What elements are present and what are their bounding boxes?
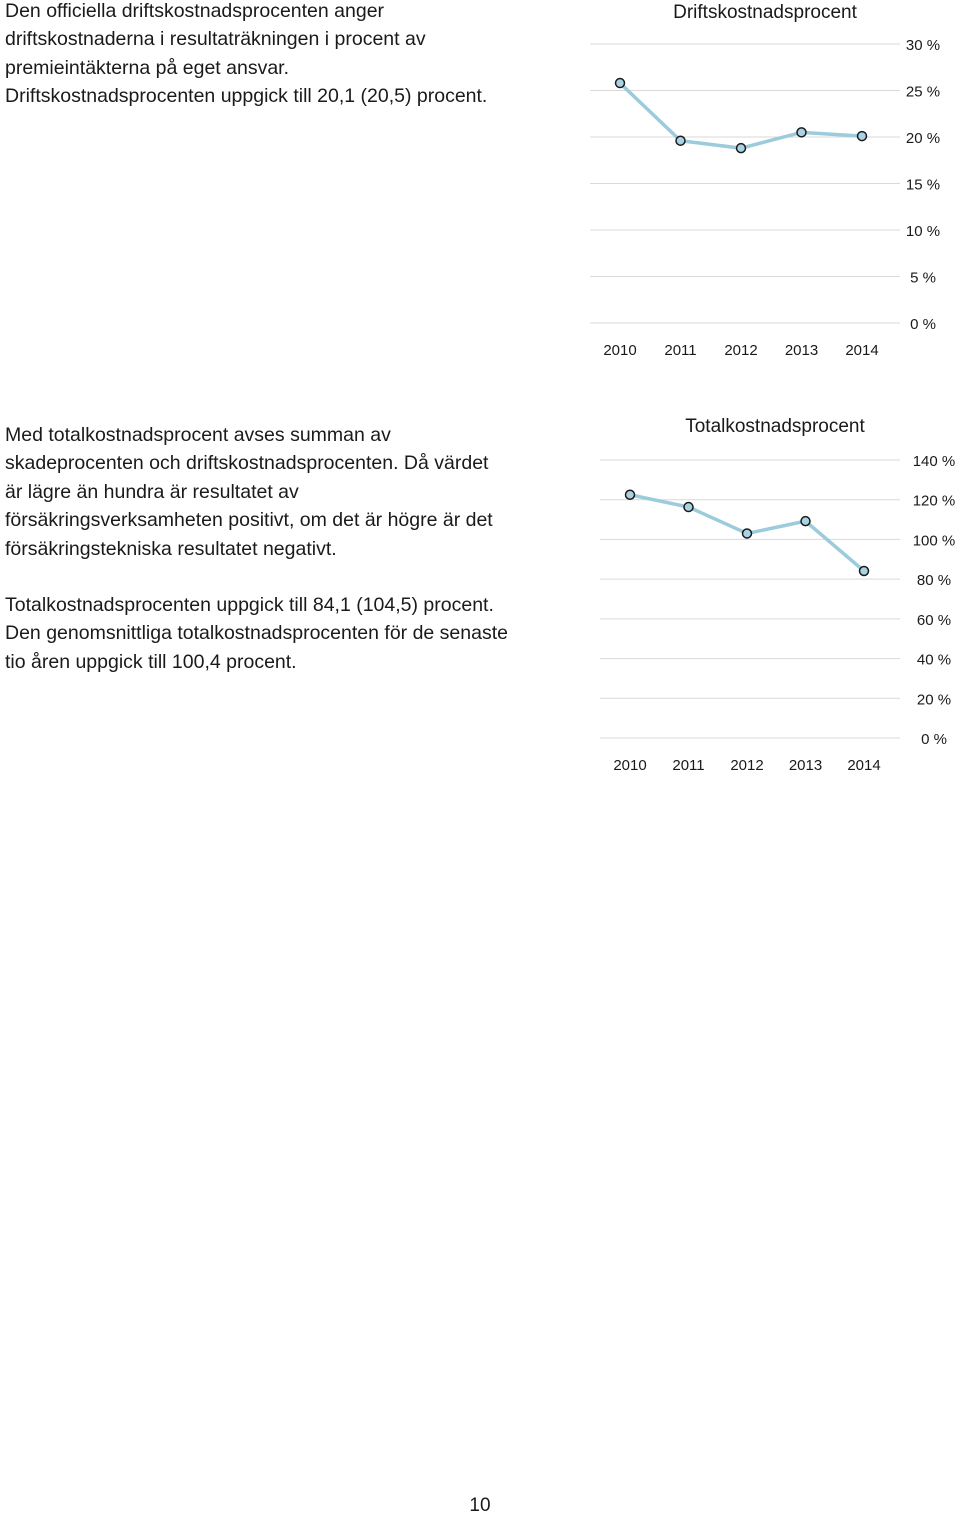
data-point (626, 490, 635, 499)
text-line: tio åren uppgick till 100,4 procent. (5, 650, 297, 673)
page-number: 10 (469, 1495, 491, 1516)
y-tick-label: 20 % (916, 691, 952, 709)
text-line: premieintäkterna på eget ansvar. (5, 56, 290, 79)
x-tick-label: 2013 (784, 342, 819, 359)
text-line: Totalkostnadsprocenten uppgick till 84,1 (104,5) procent. (5, 594, 494, 616)
chart-title: Totalkostnadsprocent (685, 416, 865, 437)
y-tick-label: 0 % (910, 316, 936, 333)
x-tick-label: 2014 (845, 342, 879, 359)
x-tick-label: 2010 (603, 342, 637, 359)
y-tick-label: 25 % (905, 83, 941, 101)
x-tick-label: 2010 (613, 757, 647, 774)
data-point (860, 567, 869, 576)
x-tick-label: 2013 (788, 757, 823, 774)
x-tick-label: 2014 (847, 757, 881, 774)
y-tick-label: 0 % (921, 731, 947, 748)
y-tick-label: 10 % (905, 223, 941, 240)
y-tick-label: 40 % (916, 651, 952, 669)
y-tick-label: 120 % (912, 492, 956, 510)
y-tick-label: 60 % (916, 611, 952, 629)
text-line: Med totalkostnadsprocent avses summan av (5, 424, 391, 446)
y-tick-label: 5 % (910, 269, 936, 287)
text-line: Den officiella driftskostnadsprocenten anger (5, 0, 385, 22)
chart-title: Driftskostnadsprocent (673, 2, 857, 23)
text-line: försäkringstekniska resultatet negativt. (5, 537, 337, 560)
x-tick-label: 2011 (664, 342, 697, 359)
y-tick-label: 80 % (916, 572, 952, 590)
y-tick-label: 100 % (912, 532, 956, 550)
text-line: försäkringsverksamheten positivt, om det är högre är det (5, 509, 493, 532)
data-point (684, 503, 693, 512)
y-tick-label: 140 % (912, 453, 956, 470)
x-tick-label: 2012 (730, 757, 764, 774)
text-line: Den genomsnittliga totalkostnadsprocenten för de senaste (5, 622, 508, 645)
text-line: Driftskostnadsprocenten uppgick till 20,1 (20,5) procent. (5, 85, 488, 108)
data-point (743, 529, 752, 538)
text-line: är lägre än hundra är resultatet av (5, 480, 299, 503)
text-line: driftskostnaderna i resultaträkningen i procent av (5, 28, 426, 51)
y-tick-label: 20 % (905, 130, 941, 147)
x-tick-label: 2012 (724, 342, 758, 359)
y-tick-label: 30 % (905, 37, 941, 54)
x-tick-label: 2011 (672, 757, 705, 774)
y-tick-label: 15 % (905, 176, 941, 194)
data-point (801, 517, 810, 526)
text-line: skadeprocenten och driftskostnadsprocenten. Då värdet (5, 452, 489, 475)
